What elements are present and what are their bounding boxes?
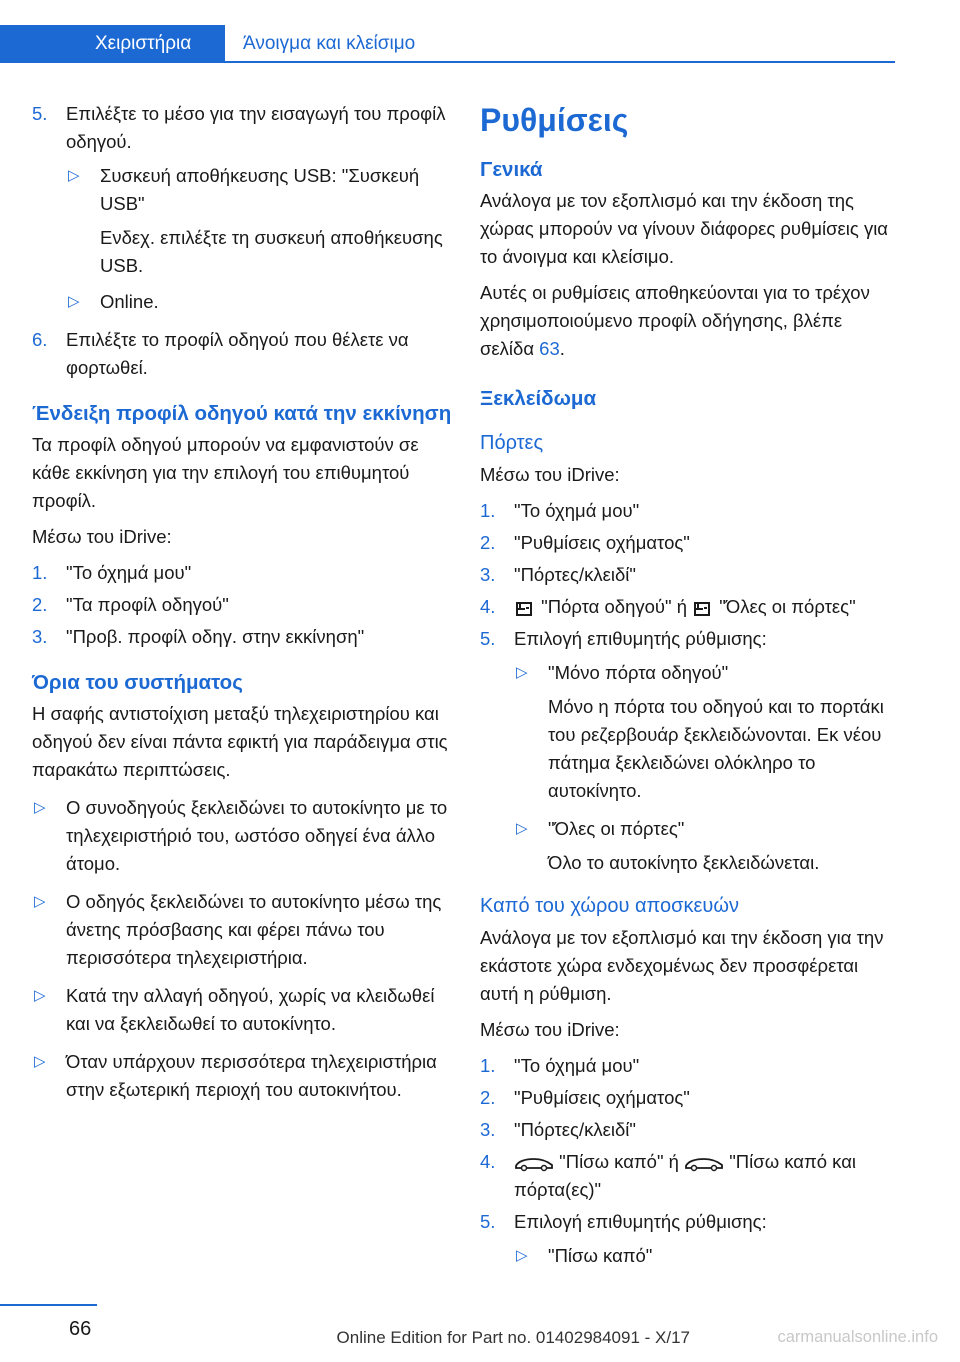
bullet-text: Ο οδηγός ξεκλειδώνει το αυτοκίνητο μέσω της άνετης πρόσβασης και φέρει πάνω του περισσότερα τηλεχειριστήρια. (66, 891, 442, 968)
paragraph-text: Αυτές οι ρυθμίσεις αποθηκεύονται για το τρέχον χρησιμοποιούμενο προφίλ οδήγησης, βλέπε σελίδα (480, 282, 870, 359)
paragraph-text: . (559, 338, 565, 359)
list-item (32, 591, 452, 619)
step-text: "Το όχημά μου" (514, 500, 640, 521)
step-number: 2. (480, 532, 496, 553)
bullet-subtext: Ενδεχ. επιλέξτε τη συσκευή αποθήκευσης USB. (100, 227, 443, 276)
step-number: 1. (480, 500, 496, 521)
step-number: 1. (480, 1055, 496, 1076)
list-item (480, 1052, 900, 1080)
list-item (480, 625, 900, 653)
right-column (480, 100, 900, 1280)
step-text: Επιλέξτε το μέσο για την εισαγωγή του προφίλ οδηγού. (66, 103, 446, 152)
step-text: "Πόρτα οδηγού" ή (536, 596, 693, 617)
step-5-options (32, 162, 452, 316)
step-number: 6. (32, 329, 48, 350)
bullet-text: Ο συνοδηγούς ξεκλειδώνει το αυτοκίνητο με το τηλεχειριστήριό του, ωστόσο οδηγεί ένα άλλο άτομο. (66, 797, 448, 874)
step-number: 4. (480, 596, 496, 617)
step-5 (32, 100, 452, 156)
step-text: "Πίσω καπό" ή (554, 1151, 685, 1172)
step-number: 2. (32, 594, 48, 615)
list-item (514, 815, 900, 877)
list-item (480, 561, 900, 589)
step-text: "Πόρτες/κλειδί" (514, 564, 636, 585)
bullet-triangle-icon: ▷ (68, 293, 80, 310)
heading-driver-profile-display: Ένδειξη προφίλ οδηγού κατά την εκκίνηση (32, 402, 452, 425)
paragraph (480, 279, 900, 363)
page-link[interactable]: 63 (539, 338, 560, 359)
bullet-subtext: Μόνο η πόρτα του οδηγού και το πορτάκι του ρεζερβουάρ ξεκλειδώνονται. Εκ νέου πάτημα ξεκλειδώνει ολόκληρο το αυτοκίνητο. (548, 696, 884, 801)
bullet-text: "Πίσω καπό" (548, 1245, 653, 1266)
list-item (32, 794, 452, 878)
list-item (480, 1208, 900, 1236)
heading-general: Γενικά (480, 158, 543, 181)
paragraph: Ανάλογα με τον εξοπλισμό και την έκδοση για την εκάστοτε χώρα ενδεχομένως δεν προσφέρεται αυτή η ρύθμιση. (480, 927, 884, 1004)
heading-trunk-lid: Καπό του χώρου αποσκευών (480, 895, 739, 917)
list-item (514, 1242, 900, 1270)
step-text: "Ρυθμίσεις οχήματος" (514, 532, 690, 553)
door-options (480, 659, 900, 877)
step-number: 3. (480, 1119, 496, 1140)
list-item (480, 1116, 900, 1144)
heading-system-limits: Όρια του συστήματος (32, 671, 243, 694)
via-idrive-label: Μέσω του iDrive: (32, 526, 172, 547)
step-text: "Τα προφίλ οδηγού" (66, 594, 229, 615)
bullet-triangle-icon: ▷ (34, 893, 46, 910)
list-item (480, 529, 900, 557)
bullet-text: "Όλες οι πόρτες" (548, 818, 685, 839)
bullet-subtext: Όλο το αυτοκίνητο ξεκλειδώνεται. (548, 852, 820, 873)
bullet-text: Όταν υπάρχουν περισσότερα τηλεχειριστήρια στην εξωτερική περιοχή του αυτοκινήτου. (66, 1051, 437, 1100)
bullet-triangle-icon: ▷ (34, 987, 46, 1004)
list-item (480, 593, 900, 621)
step-number: 5. (480, 628, 496, 649)
step-number: 5. (32, 103, 48, 124)
watermark: carmanualsonline.info (777, 1328, 938, 1346)
list-item (480, 1084, 900, 1112)
list-item (480, 1148, 900, 1204)
via-idrive-label: Μέσω του iDrive: (480, 464, 620, 485)
car-trunk-icon (514, 1154, 554, 1172)
list-item (32, 982, 452, 1038)
step-text: "Όλες οι πόρτες" (714, 596, 856, 617)
step-number: 1. (32, 562, 48, 583)
step-6 (32, 326, 452, 382)
list-item (66, 162, 452, 280)
heading-settings: Ρυθμίσεις (480, 102, 629, 138)
list-item (514, 659, 900, 805)
paragraph: Ανάλογα με τον εξοπλισμό και την έκδοση της χώρας μπορούν να γίνουν διάφορες ρυθμίσεις για το άνοιγμα και κλείσιμο. (480, 190, 888, 267)
footer-divider (0, 1304, 97, 1306)
bullet-text: Κατά την αλλαγή οδηγού, χωρίς να κλειδωθεί και να ξεκλειδωθεί το αυτοκίνητο. (66, 985, 435, 1034)
page-header (0, 0, 960, 62)
door-driver-icon (514, 599, 536, 617)
list-item (66, 288, 452, 316)
bullet-triangle-icon: ▷ (516, 1247, 528, 1264)
bullet-text: Συσκευή αποθήκευσης USB: "Συσκευή USB" (100, 165, 420, 214)
heading-unlocking: Ξεκλείδωμα (480, 387, 597, 410)
list-item (480, 497, 900, 525)
trunk-options (480, 1242, 900, 1270)
paragraph: Τα προφίλ οδηγού μπορούν να εμφανιστούν σε κάθε εκκίνηση για την επιλογή του επιθυμητού προφίλ. (32, 434, 419, 511)
step-text: Επιλογή επιθυμητής ρύθμισης: (514, 628, 767, 649)
step-number: 3. (480, 564, 496, 585)
step-text: "Το όχημά μου" (514, 1055, 640, 1076)
bullet-triangle-icon: ▷ (34, 1053, 46, 1070)
page-number: 66 (69, 1318, 92, 1340)
step-number: 3. (32, 626, 48, 647)
list-item (32, 623, 452, 651)
step-text: "Το όχημά μου" (66, 562, 192, 583)
step-text: "Πόρτες/κλειδί" (514, 1119, 636, 1140)
header-divider (0, 61, 895, 63)
left-column (32, 100, 452, 1108)
door-all-icon (692, 599, 714, 617)
list-item (32, 559, 452, 587)
bullet-text: "Μόνο πόρτα οδηγού" (548, 662, 729, 683)
heading-doors: Πόρτες (480, 432, 544, 454)
step-text: Επιλογή επιθυμητής ρύθμισης: (514, 1211, 767, 1232)
step-text: "Πίσω καπό και πόρτα(ες)" (514, 1151, 857, 1200)
edition-note: Online Edition for Part no. 01402984091 - X/17 (336, 1328, 690, 1347)
step-number: 4. (480, 1151, 496, 1172)
header-chapter-tab[interactable]: Άνοιγμα και κλείσιμο (243, 33, 416, 54)
bullet-triangle-icon: ▷ (34, 799, 46, 816)
bullet-triangle-icon: ▷ (68, 167, 80, 184)
step-number: 5. (480, 1211, 496, 1232)
car-trunk-door-icon (684, 1154, 724, 1172)
bullet-triangle-icon: ▷ (516, 820, 528, 837)
header-section-tab[interactable]: Χειριστήρια (0, 25, 225, 62)
via-idrive-label: Μέσω του iDrive: (480, 1019, 620, 1040)
list-item (32, 888, 452, 972)
paragraph: Η σαφής αντιστοίχιση μεταξύ τηλεχειριστηρίου και οδηγού δεν είναι πάντα εφικτή για παράδειγμα στις παρακάτω περιπτώσεις. (32, 703, 448, 780)
step-number: 2. (480, 1087, 496, 1108)
step-text: "Προβ. προφίλ οδηγ. στην εκκίνηση" (66, 626, 365, 647)
step-text: "Ρυθμίσεις οχήματος" (514, 1087, 690, 1108)
list-item (32, 1048, 452, 1104)
bullet-triangle-icon: ▷ (516, 664, 528, 681)
bullet-text: Online. (100, 291, 159, 312)
step-text: Επιλέξτε το προφίλ οδηγού που θέλετε να φορτωθεί. (66, 329, 409, 378)
